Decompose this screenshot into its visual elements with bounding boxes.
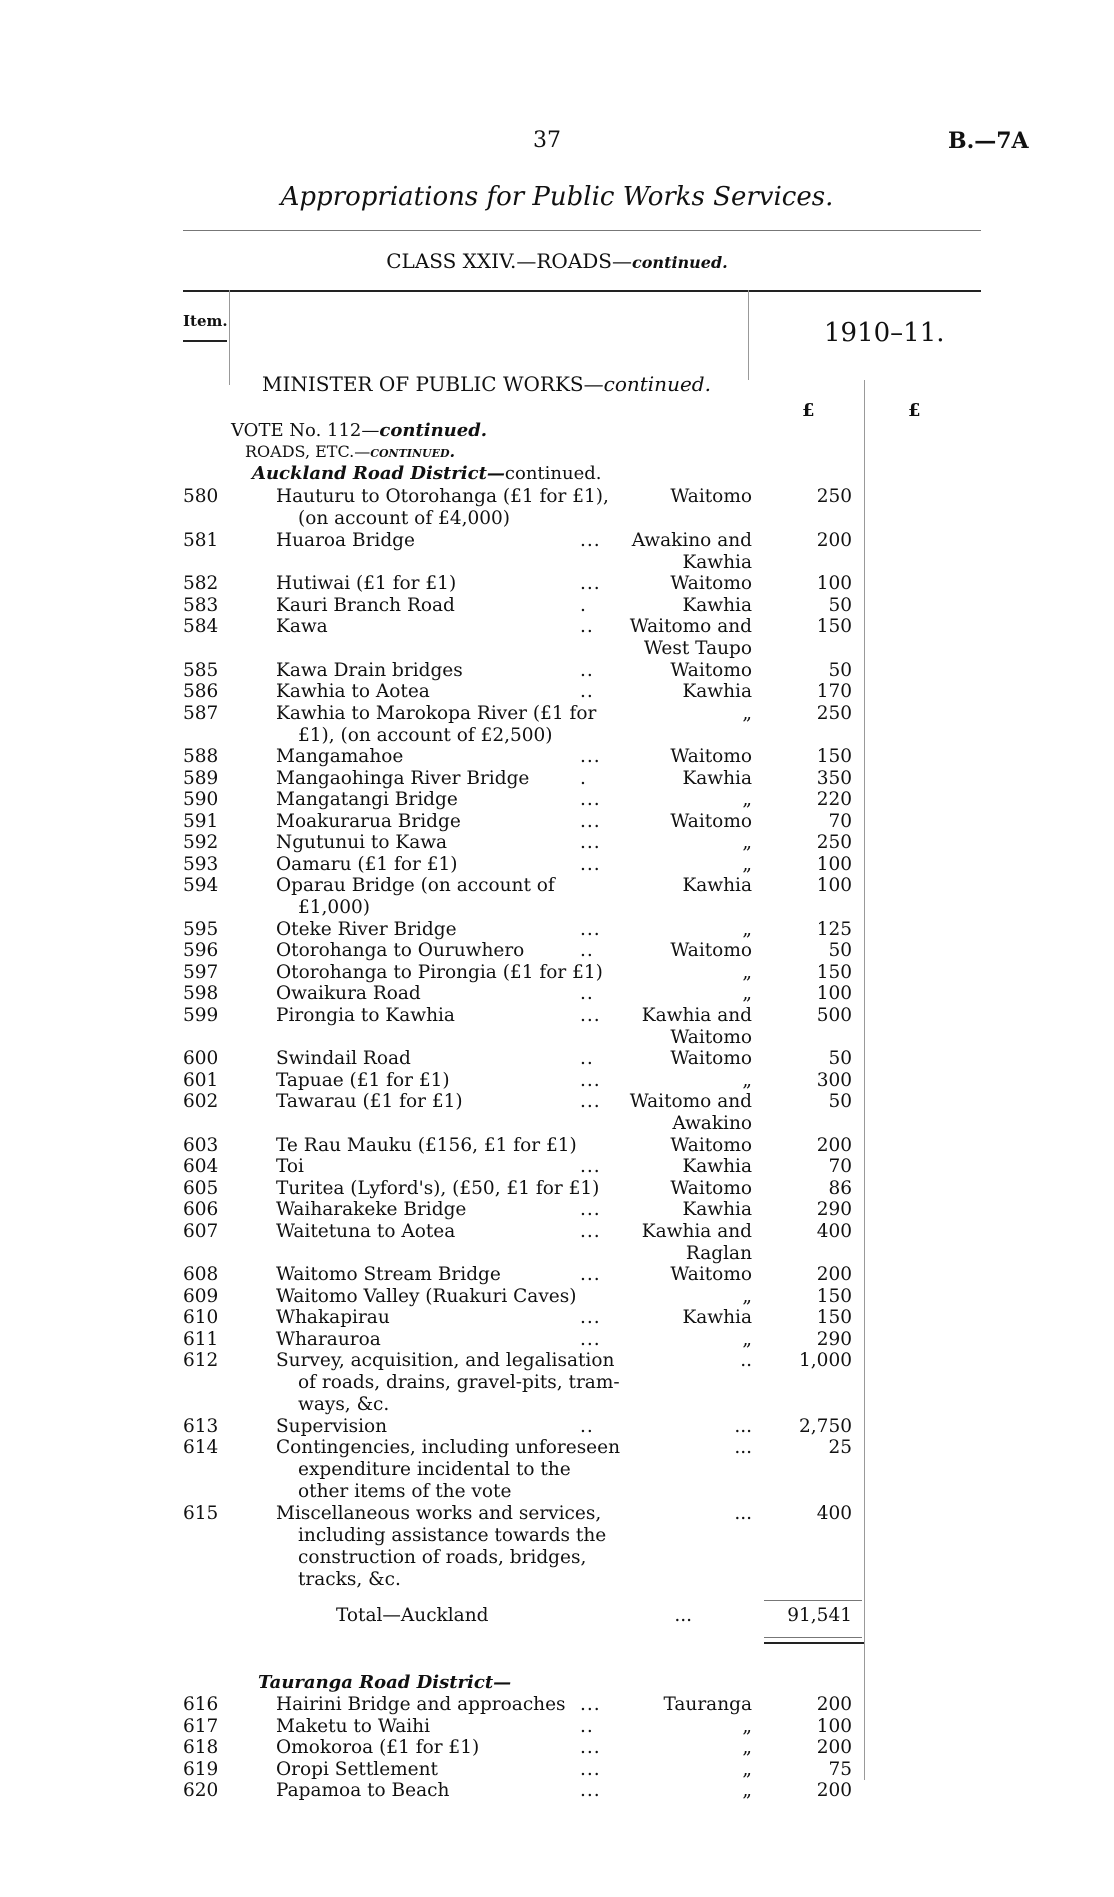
item-description: ways, &c.	[298, 1394, 390, 1415]
amount: 350	[816, 767, 852, 789]
table-row	[0, 1005, 1114, 1049]
total-double-rule	[764, 1642, 864, 1644]
item-description: Huaroa Bridge	[276, 529, 415, 551]
electoral-district: ...	[734, 1437, 752, 1458]
amount: 290	[816, 1199, 852, 1220]
item-number: 608	[183, 1264, 219, 1285]
table-row	[0, 1178, 1114, 1200]
leader-dots: ...	[580, 746, 601, 767]
table-row	[0, 811, 1114, 833]
item-description: Hauturu to Otorohanga (£1 for £1),	[276, 486, 609, 507]
item-description: tracks, &c.	[298, 1568, 401, 1590]
electoral-district: Waitomo	[670, 810, 752, 832]
electoral-district: Waitomo	[670, 1134, 752, 1156]
electoral-district: ...	[734, 1415, 752, 1437]
item-description: Oamaru (£1 for £1)	[276, 853, 458, 875]
leader-dots: ...	[580, 1737, 601, 1758]
electoral-district: Kawhia	[682, 1199, 752, 1220]
table-row	[0, 1070, 1114, 1092]
item-description: Kawhia to Marokopa River (£1 for	[276, 702, 597, 724]
item-number: 620	[183, 1780, 219, 1801]
table-row	[0, 1091, 1114, 1135]
leader-dots: ...	[580, 529, 601, 551]
item-number: 594	[183, 875, 219, 896]
amount: 70	[828, 810, 852, 832]
item-description: Kawhia to Aotea	[276, 681, 430, 702]
leader-dots: .	[580, 767, 587, 789]
item-description: Mangamahoe	[276, 746, 404, 767]
year-column-divider	[748, 290, 749, 380]
item-description: Kawa Drain bridges	[276, 659, 463, 681]
item-description: Whakapirau	[276, 1307, 390, 1328]
table-row	[0, 875, 1114, 919]
table-row	[0, 1264, 1114, 1286]
vote-continued: continued.	[379, 420, 488, 441]
leader-dots: ..	[580, 681, 594, 702]
leader-dots: ...	[580, 1199, 601, 1220]
electoral-district: Kawhia and	[641, 1220, 752, 1242]
electoral-district: Kawhia	[682, 1307, 752, 1328]
page-number: 37	[533, 128, 561, 153]
auckland-district-heading	[252, 463, 602, 484]
leader-dots: ..	[580, 1715, 594, 1737]
table-row	[0, 940, 1114, 962]
item-number: 614	[183, 1437, 219, 1458]
amount: 25	[828, 1437, 852, 1458]
item-description: Kauri Branch Road	[276, 594, 455, 616]
table-row	[0, 768, 1114, 790]
amount: 75	[828, 1758, 852, 1780]
leader-dots: ...	[580, 1264, 601, 1285]
table-row	[0, 595, 1114, 617]
amount: 200	[816, 1694, 852, 1715]
electoral-district: ...	[734, 1502, 752, 1524]
table-row	[0, 573, 1114, 595]
item-description: Maketu to Waihi	[276, 1715, 430, 1737]
item-number: 610	[183, 1307, 219, 1328]
table-row	[0, 1350, 1114, 1416]
electoral-district: Waitomo	[670, 1177, 752, 1199]
item-description: Oteke River Bridge	[276, 918, 457, 940]
amount: 50	[828, 1091, 852, 1112]
item-number: 613	[183, 1415, 219, 1437]
leader-dots: ..	[580, 1415, 594, 1437]
item-number: 580	[183, 486, 219, 507]
item-description: Waitetuna to Aotea	[276, 1220, 456, 1242]
electoral-district: „	[742, 1758, 752, 1780]
amount: 200	[816, 529, 852, 551]
minister-label: MINISTER OF PUBLIC WORKS—	[262, 372, 604, 396]
table-row	[0, 1307, 1114, 1329]
table-row	[0, 1135, 1114, 1157]
vote-heading	[231, 420, 487, 441]
title-divider	[183, 230, 981, 231]
item-description: Mangatangi Bridge	[276, 789, 458, 810]
item-number: 587	[183, 702, 219, 724]
minister-heading	[262, 372, 711, 396]
leader-dots: ...	[580, 1156, 601, 1177]
electoral-district: „	[742, 983, 752, 1004]
item-description: Moakurarua Bridge	[276, 810, 461, 832]
amount: 200	[816, 1264, 852, 1285]
item-number: 600	[183, 1048, 219, 1069]
table-row	[0, 1221, 1114, 1265]
leader-dots: ..	[580, 659, 594, 681]
electoral-district: „	[742, 853, 752, 875]
table-row	[0, 789, 1114, 811]
auckland-label: Auckland Road District—	[252, 463, 505, 484]
pound-header-2: £	[908, 400, 921, 421]
item-description: Miscellaneous works and services,	[276, 1502, 602, 1524]
table-row	[0, 962, 1114, 984]
amount: 220	[816, 789, 852, 810]
leader-dots: ...	[580, 1780, 601, 1801]
item-description: Toi	[276, 1156, 304, 1177]
auckland-continued: continued.	[504, 463, 602, 484]
item-description: construction of roads, bridges,	[298, 1546, 587, 1568]
item-number: 598	[183, 983, 219, 1004]
electoral-district: „	[742, 1715, 752, 1737]
item-number: 604	[183, 1156, 219, 1177]
table-row	[0, 1437, 1114, 1503]
leader-dots: ...	[580, 789, 601, 810]
item-number: 585	[183, 659, 219, 681]
electoral-district: Kawhia	[682, 551, 752, 573]
amount: 50	[828, 1048, 852, 1069]
amount: 250	[816, 832, 852, 853]
table-row	[0, 486, 1114, 530]
item-description: Contingencies, including unforeseen	[276, 1437, 620, 1458]
electoral-district: Kawhia	[682, 594, 752, 616]
leader-dots: ...	[580, 832, 601, 853]
table-row	[0, 1048, 1114, 1070]
leader-dots: ...	[580, 1004, 601, 1026]
amount: 170	[816, 681, 852, 702]
leader-dots: ...	[580, 1328, 601, 1350]
electoral-district: Waitomo and	[629, 616, 752, 637]
electoral-district: Waitomo	[670, 573, 752, 594]
amount: 250	[816, 486, 852, 507]
amount: 200	[816, 1780, 852, 1801]
total-label: Total—Auckland	[336, 1605, 489, 1626]
total-dots: ...	[674, 1605, 692, 1626]
page-title: Appropriations for Public Works Services.	[280, 182, 834, 212]
table-row	[0, 1503, 1114, 1591]
item-description: Waiharakeke Bridge	[276, 1199, 467, 1220]
electoral-district: Raglan	[685, 1242, 752, 1264]
table-row	[0, 1694, 1114, 1716]
item-number: 605	[183, 1177, 219, 1199]
roads-label: ROADS, ETC.—	[245, 442, 371, 461]
item-number: 581	[183, 529, 219, 551]
electoral-district: Waitomo	[670, 746, 752, 767]
item-number: 609	[183, 1285, 219, 1307]
electoral-district: „	[742, 702, 752, 724]
item-number: 602	[183, 1091, 219, 1112]
item-description: Otorohanga to Pirongia (£1 for £1)	[276, 961, 603, 983]
table-row	[0, 616, 1114, 660]
item-column-divider	[229, 290, 230, 385]
roads-continued: continued.	[370, 442, 456, 461]
item-description: Mangaohinga River Bridge	[276, 767, 530, 789]
amount: 250	[816, 702, 852, 724]
amount: 100	[816, 875, 852, 896]
item-description: Survey, acquisition, and legalisation	[276, 1350, 615, 1371]
table-row	[0, 854, 1114, 876]
electoral-district: „	[742, 1737, 752, 1758]
amount: 290	[816, 1328, 852, 1350]
table-row	[0, 1199, 1114, 1221]
electoral-district: Awakino	[672, 1113, 752, 1134]
item-number: 584	[183, 616, 219, 637]
item-description: Supervision	[276, 1415, 388, 1437]
table-row	[0, 919, 1114, 941]
table-row	[0, 530, 1114, 574]
amount: 400	[816, 1502, 852, 1524]
leader-dots: ...	[580, 918, 601, 940]
item-description: Oparau Bridge (on account of	[276, 875, 555, 896]
item-description: expenditure incidental to the	[298, 1459, 571, 1480]
class-heading	[0, 249, 1114, 273]
electoral-district: „	[742, 832, 752, 853]
item-number: 619	[183, 1758, 219, 1780]
amount: 125	[816, 918, 852, 940]
roads-heading	[245, 442, 455, 461]
amount: 150	[816, 961, 852, 983]
leader-dots: ..	[580, 1048, 594, 1069]
amount: 1,000	[799, 1350, 852, 1371]
item-description: (on account of £4,000)	[298, 508, 511, 529]
leader-dots: ...	[580, 1694, 601, 1715]
table-row	[0, 1156, 1114, 1178]
amount: 200	[816, 1134, 852, 1156]
item-description: of roads, drains, gravel-pits, tram-	[298, 1372, 620, 1393]
item-number: 599	[183, 1004, 219, 1026]
item-number: 612	[183, 1350, 219, 1371]
item-number: 618	[183, 1737, 219, 1758]
leader-dots: ...	[580, 1220, 601, 1242]
item-number: 607	[183, 1220, 219, 1242]
electoral-district: „	[742, 789, 752, 810]
item-description: £1), (on account of £2,500)	[298, 724, 553, 746]
leader-dots: ...	[580, 573, 601, 594]
item-description: Omokoroa (£1 for £1)	[276, 1737, 480, 1758]
table-row	[0, 1716, 1114, 1738]
leader-dots: ...	[580, 1307, 601, 1328]
amount: 200	[816, 1737, 852, 1758]
electoral-district: „	[742, 918, 752, 940]
leader-dots: ...	[580, 1091, 601, 1112]
electoral-district: „	[742, 961, 752, 983]
item-description: Hairini Bridge and approaches	[276, 1694, 566, 1715]
item-description: Tapuae (£1 for £1)	[276, 1069, 450, 1091]
item-description: Te Rau Mauku (£156, £1 for £1)	[276, 1134, 577, 1156]
electoral-district: Waitomo and	[629, 1091, 752, 1112]
table-row	[0, 832, 1114, 854]
item-description: Waitomo Stream Bridge	[276, 1264, 501, 1285]
item-number: 583	[183, 594, 219, 616]
leader-dots: ...	[580, 810, 601, 832]
electoral-district: Waitomo	[670, 659, 752, 681]
amount: 70	[828, 1156, 852, 1177]
electoral-district: Waitomo	[670, 1264, 752, 1285]
item-number: 586	[183, 681, 219, 702]
amount: 500	[816, 1004, 852, 1026]
electoral-district: „	[742, 1780, 752, 1801]
table-top-rule	[183, 290, 981, 292]
leader-dots: .	[580, 594, 587, 616]
amount: 50	[828, 659, 852, 681]
total-amount: 91,541	[787, 1605, 852, 1626]
item-description: Kawa	[276, 616, 328, 637]
item-number: 589	[183, 767, 219, 789]
item-description: other items of the vote	[298, 1481, 512, 1502]
leader-dots: ..	[580, 616, 594, 637]
amount: 150	[816, 1307, 852, 1328]
item-description: Pirongia to Kawhia	[276, 1004, 455, 1026]
table-row	[0, 1416, 1114, 1438]
electoral-district: Waitomo	[670, 1026, 752, 1048]
leader-dots: ...	[580, 1758, 601, 1780]
item-number: 597	[183, 961, 219, 983]
table-row	[0, 1286, 1114, 1308]
item-number: 606	[183, 1199, 219, 1220]
item-description: Swindail Road	[276, 1048, 411, 1069]
electoral-district: Waitomo	[670, 486, 752, 507]
amount: 86	[828, 1177, 852, 1199]
total-row	[0, 1605, 1114, 1627]
pound-header-1: £	[802, 400, 815, 421]
electoral-district: West Taupo	[643, 638, 752, 659]
electoral-district: ..	[740, 1350, 752, 1371]
item-number: 601	[183, 1069, 219, 1091]
amount: 100	[816, 983, 852, 1004]
item-description: £1,000)	[298, 897, 370, 918]
item-header-rule	[183, 340, 227, 342]
table-row	[0, 703, 1114, 747]
item-number: 582	[183, 573, 219, 594]
electoral-district: Kawhia	[682, 1156, 752, 1177]
item-description: Hutiwai (£1 for £1)	[276, 573, 457, 594]
item-number: 611	[183, 1328, 219, 1350]
item-description: Wharauroa	[276, 1328, 381, 1350]
amount: 100	[816, 853, 852, 875]
table-row	[0, 746, 1114, 768]
table-row	[0, 983, 1114, 1005]
item-number: 596	[183, 940, 219, 961]
table-row	[0, 681, 1114, 703]
table-row	[0, 1759, 1114, 1781]
document-reference: B.—7A	[948, 128, 1029, 154]
class-label: CLASS XXIV.—ROADS—	[386, 249, 633, 273]
year-header: 1910–11.	[824, 318, 945, 348]
item-number: 593	[183, 853, 219, 875]
amount: 400	[816, 1220, 852, 1242]
amount: 100	[816, 573, 852, 594]
electoral-district: Kawhia	[682, 767, 752, 789]
item-number: 603	[183, 1134, 219, 1156]
item-number: 595	[183, 918, 219, 940]
table-row	[0, 1737, 1114, 1759]
amount: 50	[828, 940, 852, 961]
electoral-district: „	[742, 1285, 752, 1307]
amount: 150	[816, 746, 852, 767]
electoral-district: Waitomo	[670, 940, 752, 961]
item-description: Tawarau (£1 for £1)	[276, 1091, 463, 1112]
electoral-district: Waitomo	[670, 1048, 752, 1069]
amount: 2,750	[799, 1415, 852, 1437]
item-description: Oropi Settlement	[276, 1758, 438, 1780]
minister-continued: continued.	[603, 372, 711, 396]
electoral-district: „	[742, 1328, 752, 1350]
class-continued: continued.	[632, 253, 728, 272]
amount: 100	[816, 1715, 852, 1737]
electoral-district: Tauranga	[663, 1694, 752, 1715]
electoral-district: Awakino and	[631, 529, 752, 551]
table-row	[0, 660, 1114, 682]
leader-dots: ...	[580, 1069, 601, 1091]
electoral-district: Kawhia	[682, 681, 752, 702]
leader-dots: ..	[580, 940, 594, 961]
item-description: including assistance towards the	[298, 1524, 607, 1546]
item-column-header: Item.	[183, 312, 228, 330]
item-description: Papamoa to Beach	[276, 1780, 450, 1801]
amount: 300	[816, 1069, 852, 1091]
item-description: Waitomo Valley (Ruakuri Caves)	[276, 1285, 577, 1307]
electoral-district: Kawhia	[682, 875, 752, 896]
amount: 150	[816, 1285, 852, 1307]
item-number: 588	[183, 746, 219, 767]
tauranga-district-heading: Tauranga Road District—	[258, 1672, 512, 1693]
item-description: Turitea (Lyford's), (£50, £1 for £1)	[276, 1177, 600, 1199]
item-number: 616	[183, 1694, 219, 1715]
item-number: 591	[183, 810, 219, 832]
leader-dots: ..	[580, 983, 594, 1004]
item-description: Ngutunui to Kawa	[276, 832, 448, 853]
item-number: 615	[183, 1502, 219, 1524]
amount: 50	[828, 594, 852, 616]
vote-label: VOTE No. 112—	[231, 420, 380, 441]
amount: 150	[816, 616, 852, 637]
leader-dots: ...	[580, 853, 601, 875]
table-row	[0, 1780, 1114, 1802]
table-row	[0, 1329, 1114, 1351]
electoral-district: „	[742, 1069, 752, 1091]
item-number: 617	[183, 1715, 219, 1737]
item-description: Owaikura Road	[276, 983, 421, 1004]
item-description: Otorohanga to Ouruwhero	[276, 940, 525, 961]
electoral-district: Kawhia and	[641, 1004, 752, 1026]
item-number: 590	[183, 789, 219, 810]
item-number: 592	[183, 832, 219, 853]
